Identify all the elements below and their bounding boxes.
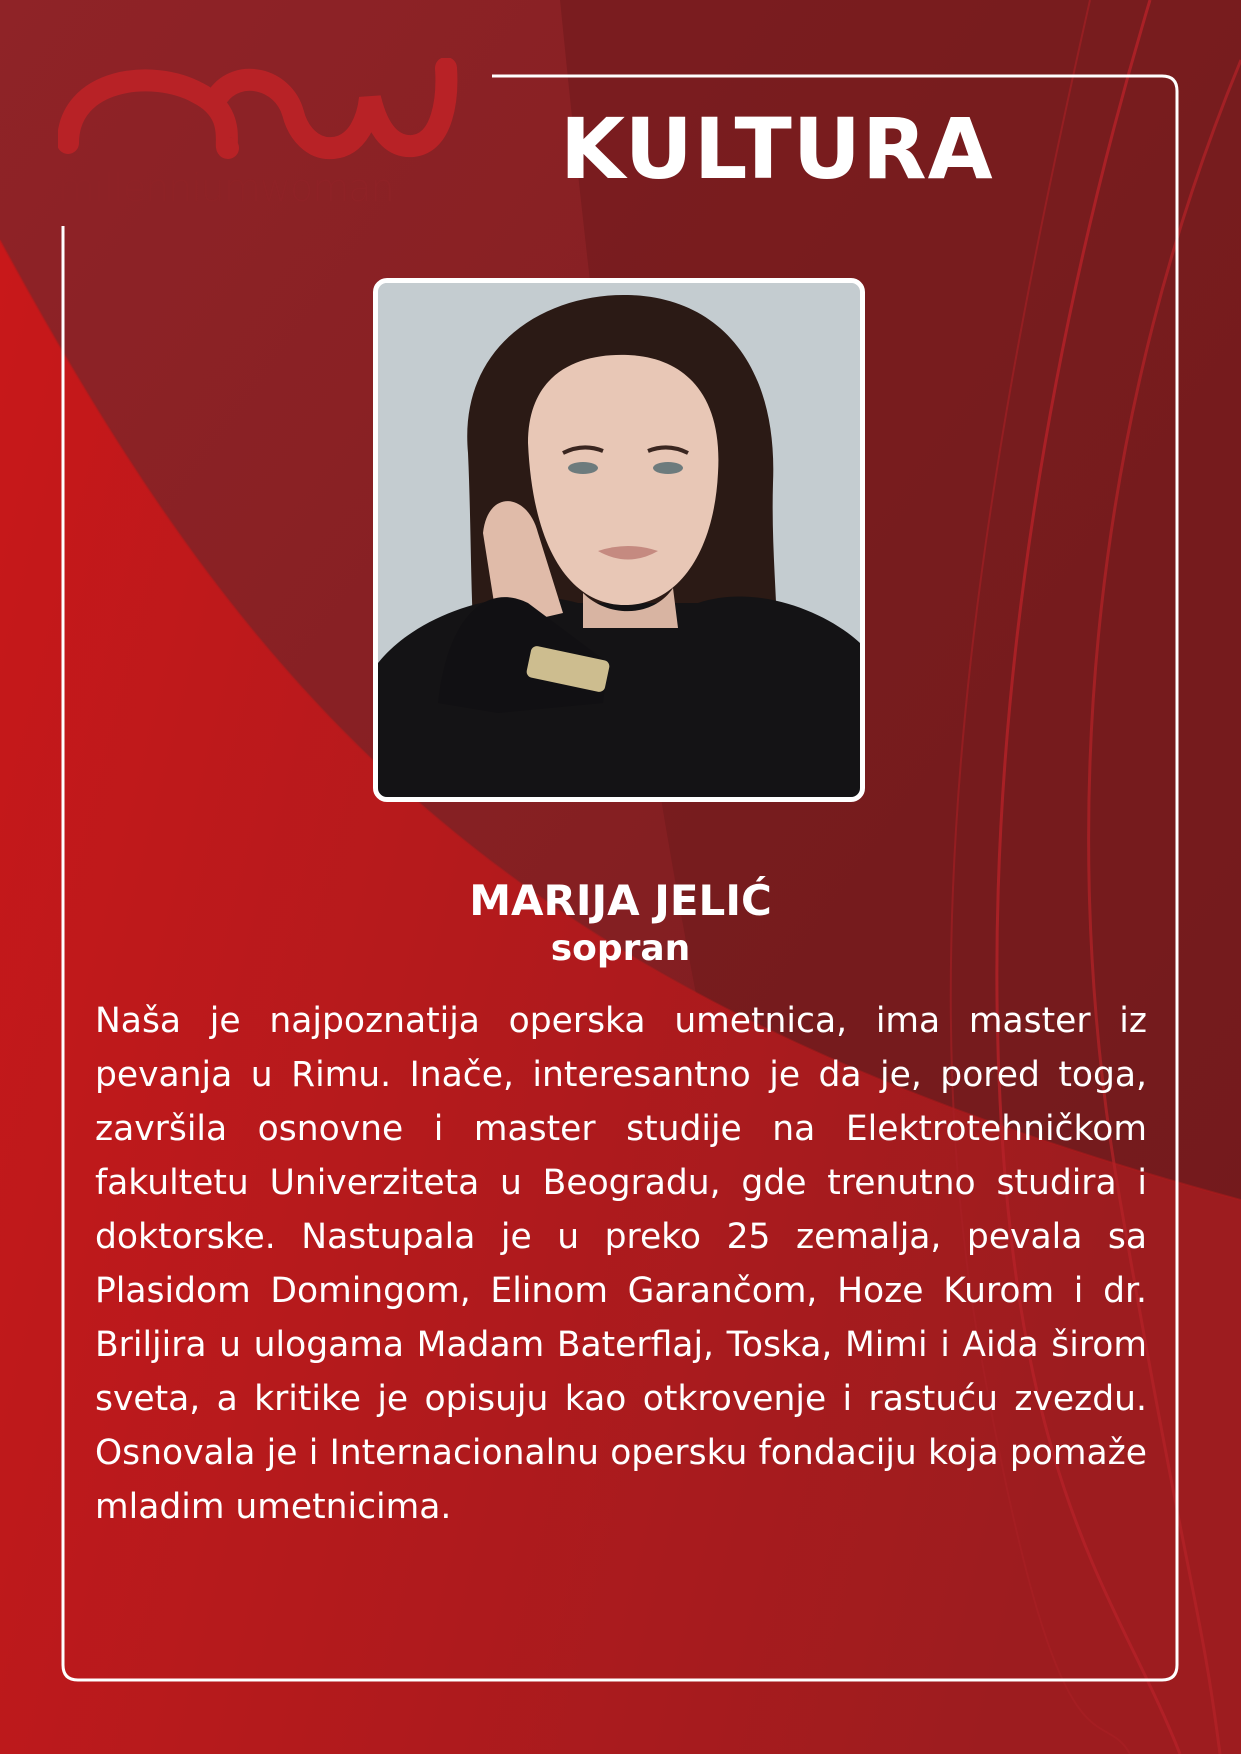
bio-text: Naša je najpoznatija operska umetnica, ima master iz pevanja u Rimu. Inače, interesantno je da je, pored toga, završila osnovne i master studije na Elektrotehničkom fakultetu Univerziteta u Beogradu, gde trenutno studira i doktorske. Nastupala je u preko 25 zemalja, pevala sa Plasidom Domingom, Elinom Garančom, Hoze Kurom i dr. Briljira u ulogama Madam Baterflaj, Toska, Mimi i Aida širom sveta, a kritike je opisuju kao otkrovenje i rastuću zvezdu. Osnovala je i Internacionalnu opersku fondaciju koja pomaže mladim umetnicima. bbox=[95, 1001, 1147, 1527]
millennium-woman-logo bbox=[58, 58, 458, 218]
person-role: sopran bbox=[550, 928, 691, 969]
logo-wordmark bbox=[58, 166, 458, 210]
section-title: KULTURA bbox=[560, 100, 994, 198]
logo-word-woman: woman bbox=[259, 166, 394, 210]
mw-logo-mark-icon bbox=[58, 58, 458, 168]
logo-word-millennium: millennium bbox=[58, 166, 260, 210]
person-name: MARIJA JELIĆ bbox=[469, 876, 772, 925]
portrait-photo bbox=[373, 278, 865, 802]
portrait-image bbox=[378, 283, 860, 797]
